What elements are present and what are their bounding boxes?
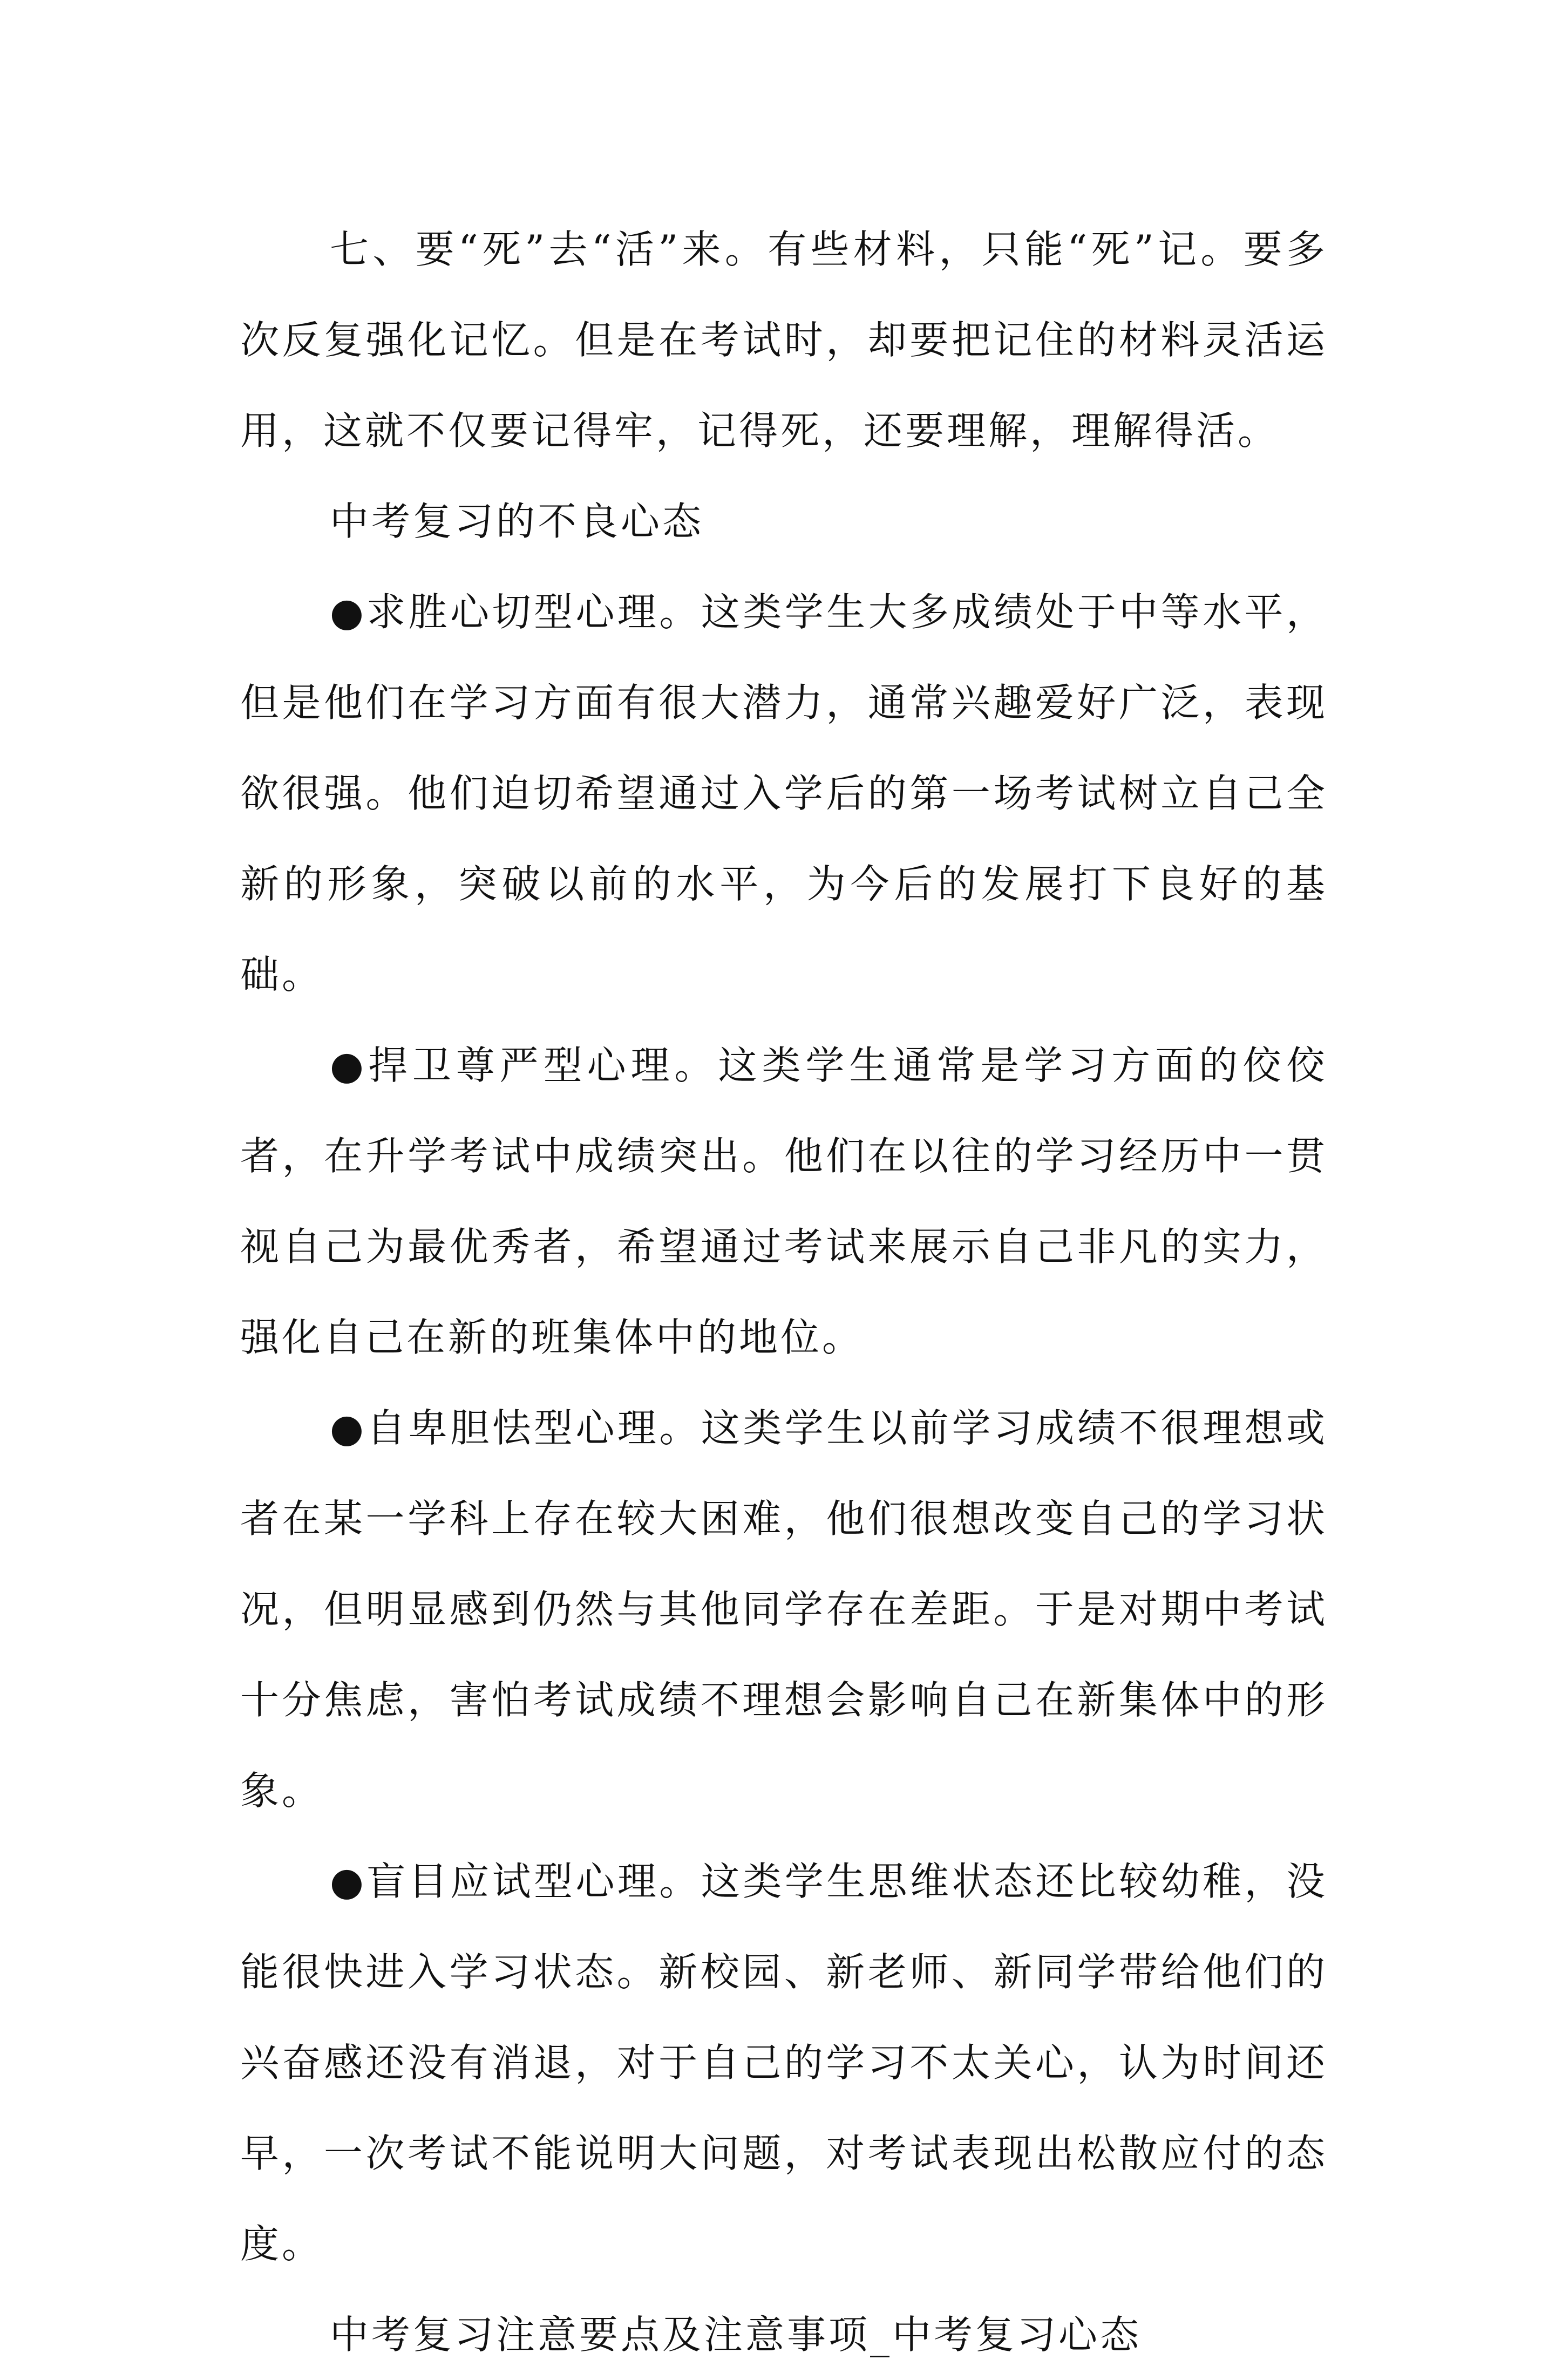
- section-heading-bad-mindsets: 中考复习的不良心态: [330, 499, 704, 544]
- paragraph-defend-dignity: ●捍卫尊严型心理。这类学生通常是学习方面的佼佼者，在升学考试中成绩突出。他们在以往的学习经历中一贯视自己为最优秀者，希望通过考试来展示自己非凡的实力，强化自己在新的班集体中的地位。: [240, 1043, 1328, 1360]
- document-body: [240, 204, 1328, 2380]
- paragraph-eager-to-win: ●求胜心切型心理。这类学生大多成绩处于中等水平，但是他们在学习方面有很大潜力，通常兴趣爱好广泛，表现欲很强。他们迫切希望通过入学后的第一场考试树立自己全新的形象，突破以前的水平，为今后的发展打下良好的基础。: [240, 589, 1328, 997]
- paragraph-memory-tip: 七、要“死”去“活”来。有些材料，只能“死”记。要多次反复强化记忆。但是在考试时，却要把记住的材料灵活运用，这就不仅要记得牢，记得死，还要理解，理解得活。: [240, 227, 1328, 453]
- document-footer-title: 中考复习注意要点及注意事项_中考复习心态: [330, 2312, 1142, 2357]
- paragraph-blind-exam: ●盲目应试型心理。这类学生思维状态还比较幼稚，没能很快进入学习状态。新校园、新老师、新同学带给他们的兴奋感还没有消退，对于自己的学习不太关心，认为时间还早，一次考试不能说明大问题，对考试表现出松散应付的态度。: [240, 1859, 1328, 2267]
- paragraph-inferiority-timid: ●自卑胆怯型心理。这类学生以前学习成绩不很理想或者在某一学科上存在较大困难，他们很想改变自己的学习状况，但明显感到仍然与其他同学存在差距。于是对期中考试十分焦虑，害怕考试成绩不理想会影响自己在新集体中的形象。: [240, 1405, 1328, 1813]
